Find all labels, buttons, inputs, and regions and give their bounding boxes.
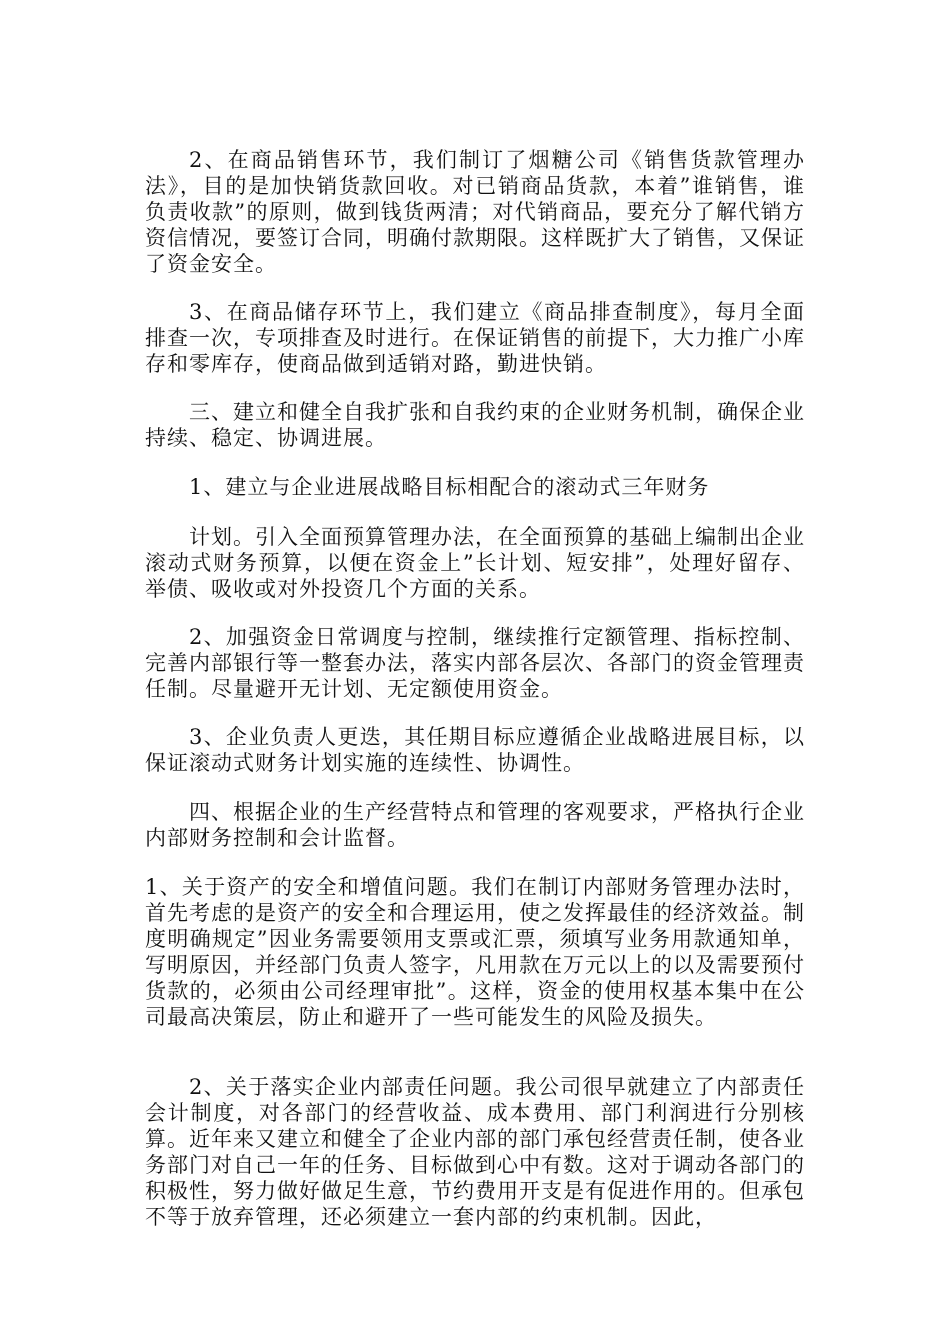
paragraph-budget-plan: 计划。引入全面预算管理办法，在全面预算的基础上编制出企业滚动式财务预算，以便在资金上”长计划、短安排”，处理好留存、举债、吸收或对外投资几个方面的关系。 [145,525,805,601]
paragraph-three-year-plan: 1、建立与企业进展战略目标相配合的滚动式三年财务 [189,475,710,499]
paragraph-sales-payment: 2、在商品销售环节，我们制订了烟糖公司《销售货款管理办法》，目的是加快销货款回收。对已销商品货款，本着”谁销售，谁负责收款”的原则，做到钱货两清；对代销商品，要充分了解代销方资信情况，要签订合同，明确付款期限。这样既扩大了销售，又保证了资金安全。 [145,148,805,276]
paragraph-asset-safety: 1、关于资产的安全和增值问题。我们在制订内部财务管理办法时，首先考虑的是资产的安全和合理运用，使之发挥最佳的经济效益。制度明确规定”因业务需要领用支票或汇票，须填写业务用款通知单，写明原因，并经部门负责人签字，凡用款在万元以上的以及需要预付货款的，必须由公司经理审批”。这样，资金的使用权基本集中在公司最高决策层，防止和避开了一些可能发生的风险及损失。 [145,875,805,1029]
paragraph-inventory-check: 3、在商品储存环节上，我们建立《商品排查制度》，每月全面排查一次，专项排查及时进行。在保证销售的前提下，大力推广小库存和零库存，使商品做到适销对路，勤进快销。 [145,300,805,376]
paragraph-section-four-heading: 四、根据企业的生产经营特点和管理的客观要求，严格执行企业内部财务控制和会计监督。 [145,800,805,850]
paragraph-leader-succession: 3、企业负责人更迭，其任期目标应遵循企业战略进展目标，以保证滚动式财务计划实施的连续性、协调性。 [145,725,805,775]
paragraph-section-three-heading: 三、建立和健全自我扩张和自我约束的企业财务机制，确保企业持续、稳定、协调进展。 [145,400,805,450]
paragraph-internal-responsibility: 2、关于落实企业内部责任问题。我公司很早就建立了内部责任会计制度，对各部门的经营收益、成本费用、部门利润进行分别核算。近年来又建立和健全了企业内部的部门承包经营责任制，使各业务部门对自己一年的任务、目标做到心中有数。这对于调动各部门的积极性，努力做好做足生意，节约费用开支是有促进作用的。但承包不等于放弃管理，还必须建立一套内部的约束机制。因此， [145,1075,805,1229]
paragraph-fund-control: 2、加强资金日常调度与控制，继续推行定额管理、指标控制、完善内部银行等一整套办法，落实内部各层次、各部门的资金管理责任制。尽量避开无计划、无定额使用资金。 [145,625,805,701]
